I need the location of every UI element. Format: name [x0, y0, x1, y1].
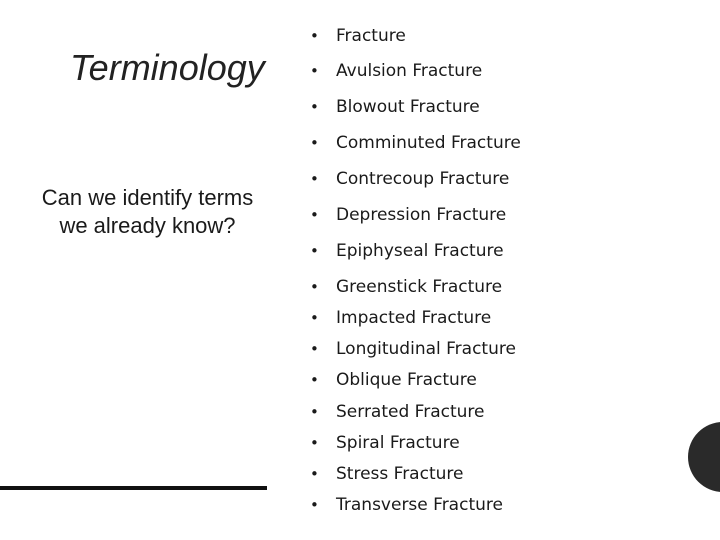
bullet-icon: • — [310, 27, 319, 45]
list-item-label: Impacted Fracture — [336, 308, 492, 328]
bullet-icon: • — [310, 206, 319, 224]
list-item-label: Comminuted Fracture — [336, 133, 521, 153]
list-item-label: Transverse Fracture — [336, 495, 503, 515]
list-item-label: Longitudinal Fracture — [336, 339, 516, 359]
list-item-label: Epiphyseal Fracture — [336, 241, 504, 261]
slide-title: Terminology — [70, 47, 265, 88]
list-item — [310, 25, 406, 47]
bullet-icon: • — [310, 434, 319, 452]
list-item — [310, 96, 480, 118]
list-item-label: Contrecoup Fracture — [336, 169, 510, 189]
list-item-label: Spiral Fracture — [336, 433, 460, 453]
decorative-circle — [688, 422, 720, 492]
list-item-label: Avulsion Fracture — [336, 61, 483, 81]
bullet-icon: • — [310, 496, 319, 514]
bullet-icon: • — [310, 403, 319, 421]
list-item-label: Stress Fracture — [336, 464, 464, 484]
list-item-label: Depression Fracture — [336, 205, 507, 225]
list-item — [310, 369, 477, 391]
list-item — [310, 240, 504, 262]
bullet-icon: • — [310, 340, 319, 358]
list-item — [310, 168, 509, 190]
bullet-icon: • — [310, 170, 319, 188]
list-item-label: Blowout Fracture — [336, 97, 480, 117]
list-item — [310, 432, 460, 454]
bullet-icon: • — [310, 465, 319, 483]
bullet-icon: • — [310, 371, 319, 389]
list-item-label: Oblique Fracture — [336, 370, 477, 390]
bullet-icon: • — [310, 309, 319, 327]
list-item — [310, 338, 516, 360]
list-item — [310, 401, 484, 423]
list-item — [310, 60, 482, 82]
list-item-label: Greenstick Fracture — [336, 277, 503, 297]
bullet-icon: • — [310, 278, 319, 296]
list-item — [310, 276, 502, 298]
bullet-icon: • — [310, 62, 319, 80]
bullet-icon: • — [310, 242, 319, 260]
bullet-icon: • — [310, 98, 319, 116]
list-item — [310, 307, 491, 329]
list-item-label: Fracture — [336, 26, 406, 46]
bullet-icon: • — [310, 134, 319, 152]
list-item — [310, 204, 506, 226]
divider-line — [0, 486, 267, 490]
list-item — [310, 494, 503, 516]
list-item — [310, 132, 521, 154]
list-item-label: Serrated Fracture — [336, 402, 485, 422]
slide-subtitle: Can we identify terms we already know? — [41, 185, 254, 238]
list-item — [310, 463, 463, 485]
